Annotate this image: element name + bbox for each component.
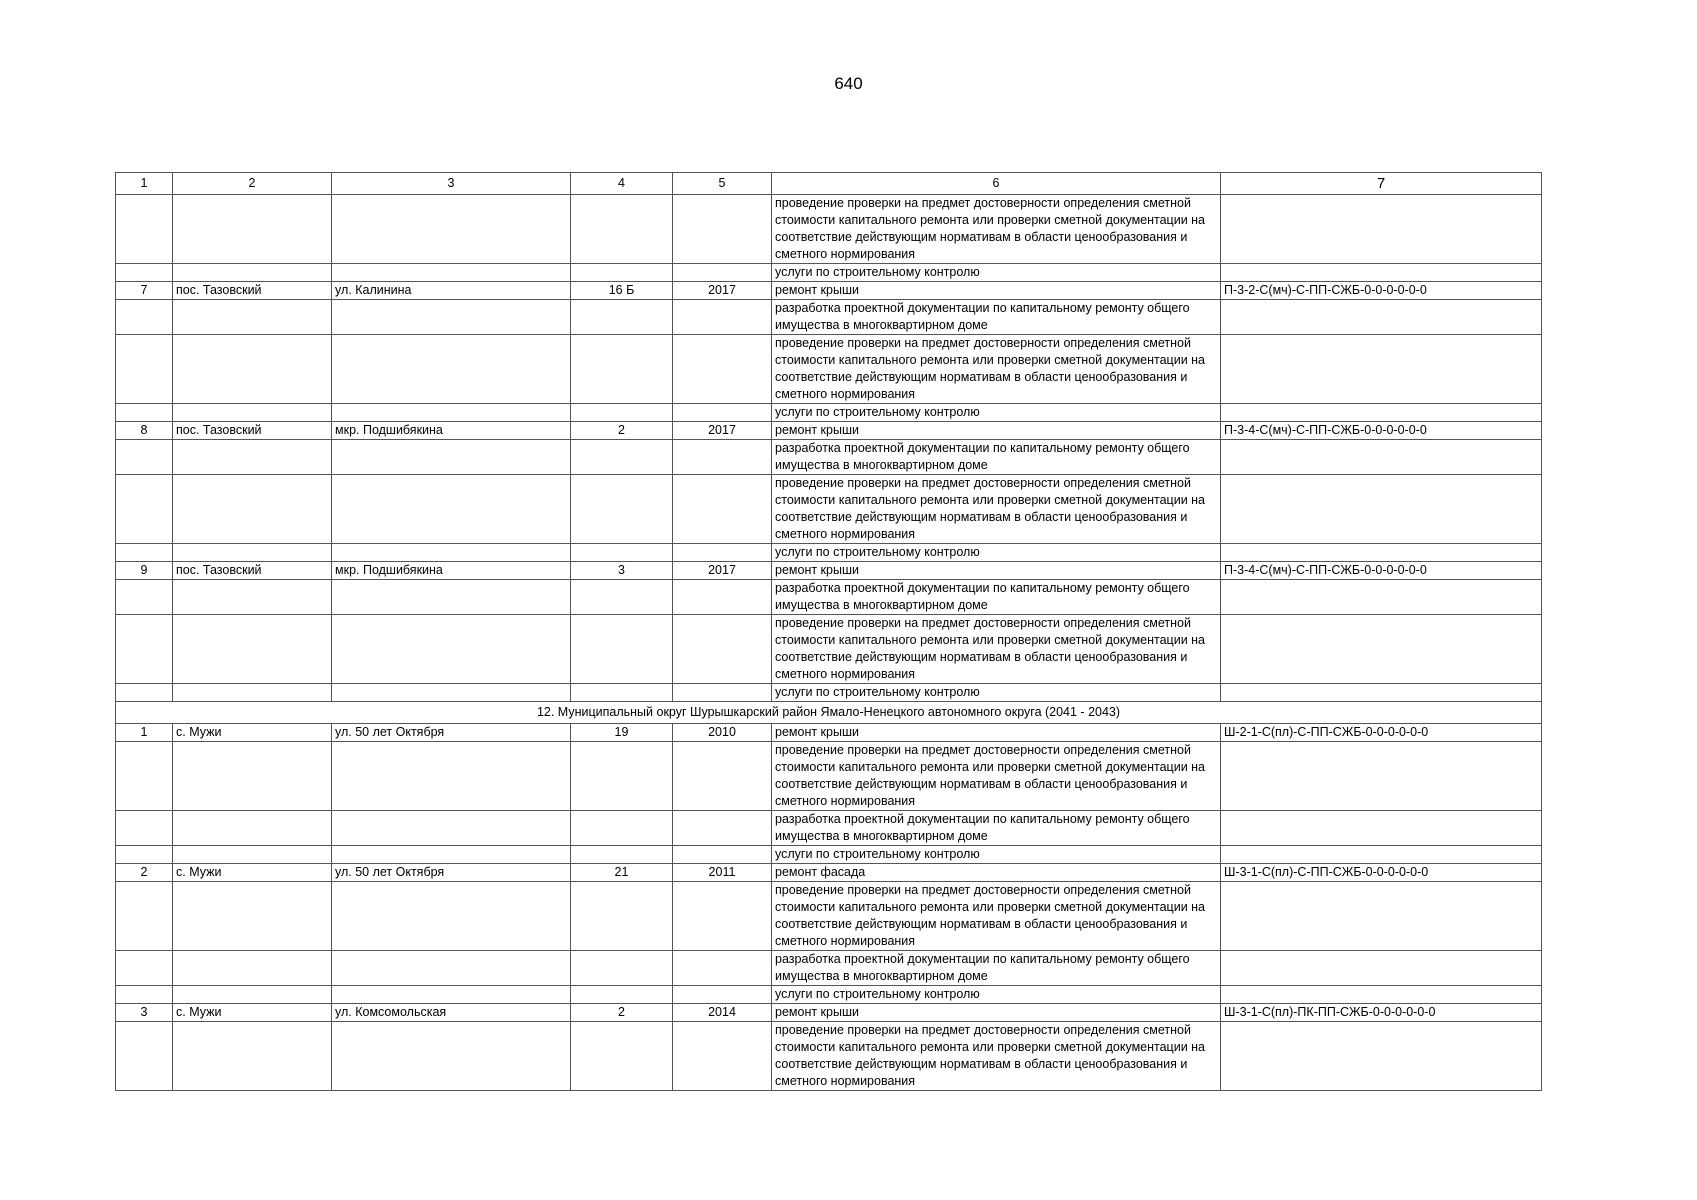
settlement-cell: [173, 335, 332, 404]
house-number-cell: [571, 1022, 673, 1091]
settlement-cell: [173, 846, 332, 864]
settlement-cell: [173, 684, 332, 702]
year-cell: [673, 580, 772, 615]
street-cell: [332, 300, 571, 335]
table-row: [116, 811, 1542, 846]
settlement-cell: [173, 811, 332, 846]
column-header: 5: [673, 173, 772, 195]
house-number-cell: [571, 580, 673, 615]
table-row: [116, 264, 1542, 282]
row-number: [116, 811, 173, 846]
service-cell: ремонт крыши: [772, 422, 1221, 440]
year-cell: [673, 951, 772, 986]
table-row: [116, 1004, 1542, 1022]
service-cell: разработка проектной документации по капитальному ремонту общего имущества в многоквартирном доме: [772, 951, 1221, 986]
year-cell: [673, 335, 772, 404]
settlement-cell: с. Мужи: [173, 724, 332, 742]
settlement-cell: [173, 742, 332, 811]
settlement-cell: [173, 882, 332, 951]
row-number: 1: [116, 724, 173, 742]
house-number-cell: [571, 404, 673, 422]
table-row: [116, 404, 1542, 422]
row-number: [116, 1022, 173, 1091]
year-cell: [673, 986, 772, 1004]
registry-table: [115, 172, 1542, 1091]
service-cell: проведение проверки на предмет достоверности определения сметной стоимости капитального ремонта или проверки сметной документации на соответствие действующим нормативам в области ценообразования и сметного нормирования: [772, 475, 1221, 544]
house-number-cell: 19: [571, 724, 673, 742]
table-row: [116, 1022, 1542, 1091]
row-number: [116, 264, 173, 282]
service-cell: услуги по строительному контролю: [772, 986, 1221, 1004]
street-cell: [332, 335, 571, 404]
building-code-cell: [1221, 951, 1542, 986]
table-row: [116, 684, 1542, 702]
building-code-cell: [1221, 986, 1542, 1004]
row-number: [116, 684, 173, 702]
year-cell: [673, 1022, 772, 1091]
street-cell: [332, 882, 571, 951]
service-cell: ремонт крыши: [772, 282, 1221, 300]
building-code-cell: [1221, 882, 1542, 951]
house-number-cell: [571, 951, 673, 986]
year-cell: [673, 404, 772, 422]
table-row: [116, 580, 1542, 615]
row-number: [116, 475, 173, 544]
house-number-cell: [571, 475, 673, 544]
settlement-cell: [173, 404, 332, 422]
building-code-cell: [1221, 1022, 1542, 1091]
building-code-cell: [1221, 404, 1542, 422]
building-code-cell: [1221, 544, 1542, 562]
table-row: [116, 195, 1542, 264]
building-code-cell: П-3-4-С(мч)-С-ПП-СЖБ-0-0-0-0-0-0: [1221, 422, 1542, 440]
house-number-cell: [571, 335, 673, 404]
year-cell: [673, 742, 772, 811]
service-cell: разработка проектной документации по капитальному ремонту общего имущества в многоквартирном доме: [772, 300, 1221, 335]
service-cell: ремонт крыши: [772, 724, 1221, 742]
year-cell: [673, 846, 772, 864]
street-cell: ул. 50 лет Октября: [332, 724, 571, 742]
street-cell: [332, 404, 571, 422]
table-row: [116, 544, 1542, 562]
settlement-cell: с. Мужи: [173, 1004, 332, 1022]
building-code-cell: Ш-2-1-С(пл)-С-ПП-СЖБ-0-0-0-0-0-0: [1221, 724, 1542, 742]
row-number: [116, 951, 173, 986]
building-code-cell: П-3-2-С(мч)-С-ПП-СЖБ-0-0-0-0-0-0: [1221, 282, 1542, 300]
settlement-cell: [173, 986, 332, 1004]
service-cell: проведение проверки на предмет достоверности определения сметной стоимости капитального ремонта или проверки сметной документации на соответствие действующим нормативам в области ценообразования и сметного нормирования: [772, 882, 1221, 951]
table-row: [116, 951, 1542, 986]
column-header: 4: [571, 173, 673, 195]
house-number-cell: [571, 684, 673, 702]
row-number: [116, 300, 173, 335]
house-number-cell: [571, 195, 673, 264]
row-number: [116, 195, 173, 264]
building-code-cell: [1221, 195, 1542, 264]
house-number-cell: 21: [571, 864, 673, 882]
house-number-cell: [571, 440, 673, 475]
building-code-cell: [1221, 264, 1542, 282]
year-cell: 2010: [673, 724, 772, 742]
year-cell: 2017: [673, 422, 772, 440]
row-number: [116, 544, 173, 562]
street-cell: [332, 986, 571, 1004]
house-number-cell: [571, 742, 673, 811]
service-cell: проведение проверки на предмет достоверности определения сметной стоимости капитального ремонта или проверки сметной документации на соответствие действующим нормативам в области ценообразования и сметного нормирования: [772, 335, 1221, 404]
building-code-cell: П-3-4-С(мч)-С-ПП-СЖБ-0-0-0-0-0-0: [1221, 562, 1542, 580]
section-row: [116, 702, 1542, 724]
service-cell: ремонт крыши: [772, 562, 1221, 580]
table-row: [116, 986, 1542, 1004]
building-code-cell: Ш-3-1-С(пл)-ПК-ПП-СЖБ-0-0-0-0-0-0: [1221, 1004, 1542, 1022]
building-code-cell: [1221, 300, 1542, 335]
year-cell: 2014: [673, 1004, 772, 1022]
row-number: 9: [116, 562, 173, 580]
row-number: 3: [116, 1004, 173, 1022]
table-row: [116, 475, 1542, 544]
column-header: 6: [772, 173, 1221, 195]
service-cell: проведение проверки на предмет достоверности определения сметной стоимости капитального ремонта или проверки сметной документации на соответствие действующим нормативам в области ценообразования и сметного нормирования: [772, 742, 1221, 811]
building-code-cell: Ш-3-1-С(пл)-С-ПП-СЖБ-0-0-0-0-0-0: [1221, 864, 1542, 882]
service-cell: услуги по строительному контролю: [772, 404, 1221, 422]
service-cell: услуги по строительному контролю: [772, 846, 1221, 864]
year-cell: [673, 544, 772, 562]
settlement-cell: [173, 544, 332, 562]
street-cell: [332, 440, 571, 475]
year-cell: [673, 264, 772, 282]
year-cell: 2017: [673, 282, 772, 300]
settlement-cell: с. Мужи: [173, 864, 332, 882]
table-body: [116, 195, 1542, 1091]
year-cell: 2017: [673, 562, 772, 580]
building-code-cell: [1221, 742, 1542, 811]
house-number-cell: 2: [571, 1004, 673, 1022]
building-code-cell: [1221, 615, 1542, 684]
settlement-cell: [173, 580, 332, 615]
building-code-cell: [1221, 475, 1542, 544]
table-row: [116, 300, 1542, 335]
street-cell: мкр. Подшибякина: [332, 422, 571, 440]
service-cell: разработка проектной документации по капитальному ремонту общего имущества в многоквартирном доме: [772, 580, 1221, 615]
street-cell: [332, 684, 571, 702]
building-code-cell: [1221, 811, 1542, 846]
service-cell: услуги по строительному контролю: [772, 684, 1221, 702]
street-cell: [332, 742, 571, 811]
house-number-cell: [571, 986, 673, 1004]
settlement-cell: пос. Тазовский: [173, 282, 332, 300]
building-code-cell: [1221, 335, 1542, 404]
row-number: 2: [116, 864, 173, 882]
house-number-cell: 16 Б: [571, 282, 673, 300]
table-row: [116, 882, 1542, 951]
column-number-row: [116, 173, 1542, 195]
year-cell: [673, 475, 772, 544]
row-number: [116, 580, 173, 615]
column-header: 1: [116, 173, 173, 195]
row-number: [116, 404, 173, 422]
building-code-cell: [1221, 684, 1542, 702]
service-cell: ремонт крыши: [772, 1004, 1221, 1022]
page-number: 640: [834, 74, 863, 93]
street-cell: [332, 195, 571, 264]
house-number-cell: [571, 882, 673, 951]
table-row: [116, 282, 1542, 300]
settlement-cell: пос. Тазовский: [173, 422, 332, 440]
row-number: [116, 986, 173, 1004]
street-cell: [332, 1022, 571, 1091]
settlement-cell: [173, 1022, 332, 1091]
settlement-cell: [173, 440, 332, 475]
table-row: [116, 422, 1542, 440]
year-cell: [673, 300, 772, 335]
table-row: [116, 864, 1542, 882]
table-row: [116, 562, 1542, 580]
settlement-cell: пос. Тазовский: [173, 562, 332, 580]
settlement-cell: [173, 195, 332, 264]
year-cell: 2011: [673, 864, 772, 882]
house-number-cell: [571, 264, 673, 282]
row-number: [116, 335, 173, 404]
service-cell: разработка проектной документации по капитальному ремонту общего имущества в многоквартирном доме: [772, 811, 1221, 846]
house-number-cell: 3: [571, 562, 673, 580]
column-header: 7: [1221, 173, 1542, 195]
street-cell: [332, 580, 571, 615]
row-number: [116, 846, 173, 864]
street-cell: [332, 846, 571, 864]
settlement-cell: [173, 264, 332, 282]
table-row: [116, 724, 1542, 742]
house-number-cell: [571, 811, 673, 846]
building-code-cell: [1221, 580, 1542, 615]
house-number-cell: [571, 615, 673, 684]
settlement-cell: [173, 475, 332, 544]
table-row: [116, 742, 1542, 811]
street-cell: [332, 615, 571, 684]
building-code-cell: [1221, 440, 1542, 475]
year-cell: [673, 440, 772, 475]
settlement-cell: [173, 615, 332, 684]
building-code-cell: [1221, 846, 1542, 864]
row-number: [116, 615, 173, 684]
street-cell: мкр. Подшибякина: [332, 562, 571, 580]
service-cell: услуги по строительному контролю: [772, 264, 1221, 282]
street-cell: ул. Комсомольская: [332, 1004, 571, 1022]
service-cell: проведение проверки на предмет достоверности определения сметной стоимости капитального ремонта или проверки сметной документации на соответствие действующим нормативам в области ценообразования и сметного нормирования: [772, 615, 1221, 684]
table-row: [116, 335, 1542, 404]
service-cell: проведение проверки на предмет достоверности определения сметной стоимости капитального ремонта или проверки сметной документации на соответствие действующим нормативам в области ценообразования и сметного нормирования: [772, 195, 1221, 264]
column-header: 2: [173, 173, 332, 195]
house-number-cell: 2: [571, 422, 673, 440]
street-cell: [332, 475, 571, 544]
service-cell: услуги по строительному контролю: [772, 544, 1221, 562]
street-cell: ул. Калинина: [332, 282, 571, 300]
year-cell: [673, 882, 772, 951]
street-cell: [332, 811, 571, 846]
row-number: 8: [116, 422, 173, 440]
house-number-cell: [571, 846, 673, 864]
settlement-cell: [173, 951, 332, 986]
service-cell: ремонт фасада: [772, 864, 1221, 882]
row-number: [116, 440, 173, 475]
street-cell: [332, 544, 571, 562]
column-header: 3: [332, 173, 571, 195]
section-title: 12. Муниципальный округ Шурышкарский район Ямало-Ненецкого автономного округа (2041 - 2043): [116, 702, 1542, 724]
row-number: 7: [116, 282, 173, 300]
table-row: [116, 615, 1542, 684]
year-cell: [673, 195, 772, 264]
service-cell: проведение проверки на предмет достоверности определения сметной стоимости капитального ремонта или проверки сметной документации на соответствие действующим нормативам в области ценообразования и сметного нормирования: [772, 1022, 1221, 1091]
house-number-cell: [571, 544, 673, 562]
table-row: [116, 440, 1542, 475]
table-row: [116, 846, 1542, 864]
street-cell: [332, 951, 571, 986]
row-number: [116, 742, 173, 811]
street-cell: ул. 50 лет Октября: [332, 864, 571, 882]
settlement-cell: [173, 300, 332, 335]
street-cell: [332, 264, 571, 282]
year-cell: [673, 811, 772, 846]
service-cell: разработка проектной документации по капитальному ремонту общего имущества в многоквартирном доме: [772, 440, 1221, 475]
year-cell: [673, 684, 772, 702]
house-number-cell: [571, 300, 673, 335]
year-cell: [673, 615, 772, 684]
row-number: [116, 882, 173, 951]
